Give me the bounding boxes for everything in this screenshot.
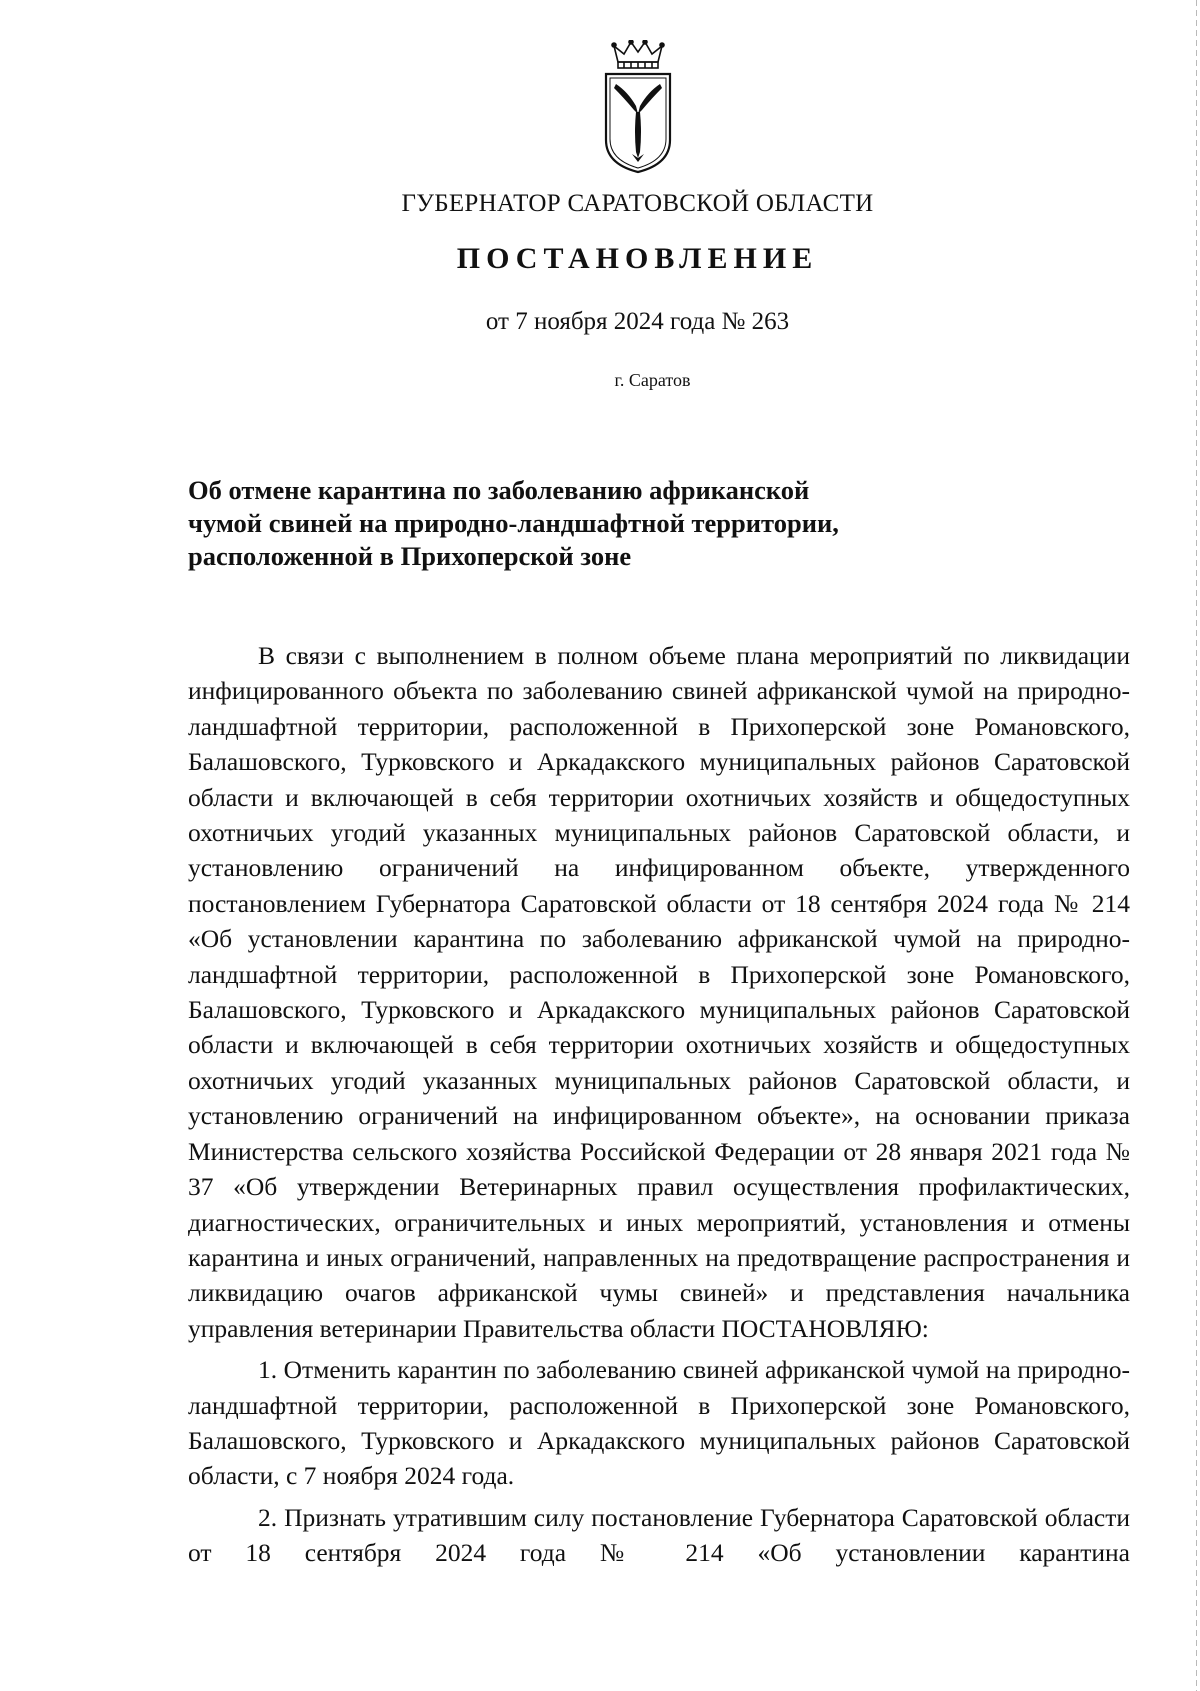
document-body <box>188 638 1130 1571</box>
issuing-authority: ГУБЕРНАТОР САРАТОВСКОЙ ОБЛАСТИ <box>401 190 874 217</box>
title-line: Об отмене карантина по заболеванию африканской <box>188 475 810 505</box>
body-paragraph-preamble: В связи с выполнением в полном объеме плана мероприятий по ликвидации инфицированного объекта по заболеванию свиней африканской чумой на природно-ландшафтной территории, расположенной в Прихоперской зоне Романовского, Балашовского, Турковского и Аркадакского муниципальных районов Саратовской области и включающей в себя территории охотничьих хозяйств и общедоступных охотничьих угодий указанных муниципальных районов Саратовской области, и установлению ограничений на инфицированном объекте, утвержденного постановлением Губернатора Саратовской области от 18 сентября 2024 года № 214 «Об установлении карантина по заболеванию африканской чумой на природно-ландшафтной территории, расположенной в Прихоперской зоне Романовского, Балашовского, Турковского и Аркадакского муниципальных районов Саратовской области и включающей в себя территории охотничьих хозяйств и общедоступных охотничьих угодий указанных муниципальных районов Саратовской области, и установлению ограничений на инфицированном объекте», на основании приказа Министерства сельского хозяйства Российской Федерации от 28 января 2021 года № 37 «Об утверждении Ветеринарных правил осуществления профилактических, диагностических, ограничительных и иных мероприятий, установления и отмены карантина и иных ограничений, направленных на предотвращение распространения и ликвидацию очагов африканской чумы свиней» и представления начальника управления ветеринарии Правительства области ПОСТАНОВЛЯЮ: <box>188 641 1130 1343</box>
body-paragraph-item-2: 2. Признать утратившим силу постановление Губернатора Саратовской области от 18 сентября 2024 года № 214 «Об установлении карантина <box>188 1502 1130 1568</box>
document-city: г. Саратов <box>614 370 691 390</box>
document-date-number: от 7 ноября 2024 года № 263 <box>485 308 790 335</box>
document-title <box>188 474 888 573</box>
saratov-coat-of-arms-icon <box>598 40 678 174</box>
document-type: ПОСТАНОВЛЕНИЕ <box>456 242 819 275</box>
body-paragraph-item-1: 1. Отменить карантин по заболеванию свиней африканской чумой на природно-ландшафтной территории, расположенной в Прихоперской зоне Романовского, Балашовского, Турковского и Аркадакского муниципальных районов Саратовской области, с 7 ноября 2024 года. <box>188 1355 1130 1491</box>
title-line: расположенной в Прихоперской зоне <box>188 541 632 571</box>
title-line: чумой свиней на природно-ландшафтной территории, <box>188 508 839 538</box>
